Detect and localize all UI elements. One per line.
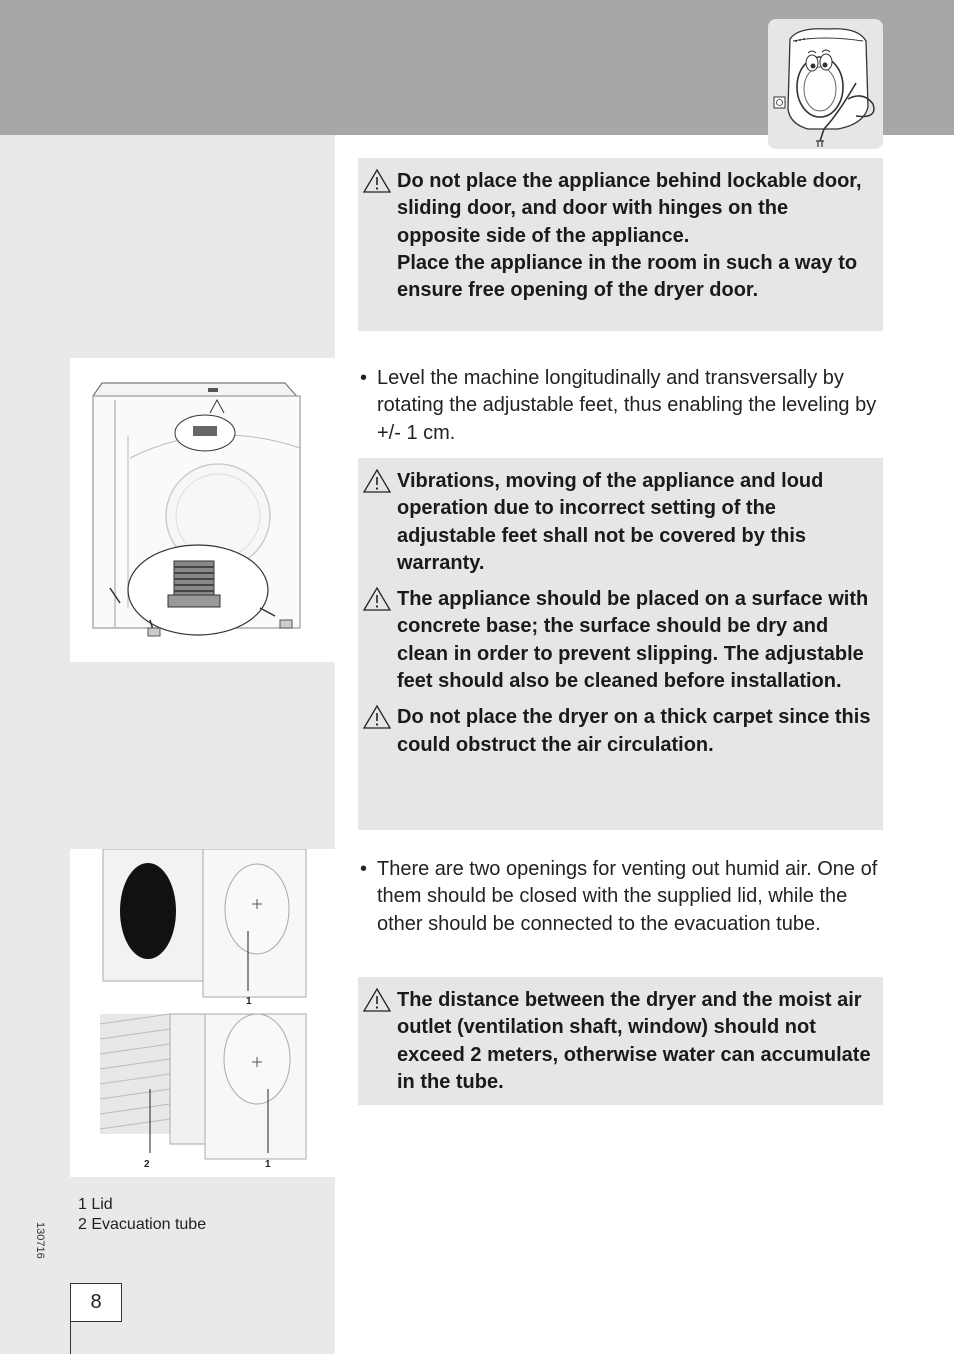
bullet-vent-openings [358,856,883,938]
vent-openings-illustration [70,849,335,1177]
warning-box-door [358,158,883,331]
warning-door-line2: Place the appliance in the room in such a way to ensure free opening of the dryer door. [397,251,858,302]
warning-door [362,168,871,304]
bullet-vent-text: There are two openings for venting out humid air. One of them should be closed with the supplied lid, while the other should be connected to the evacuation tube. [377,858,878,935]
warning-box-distance [358,977,883,1105]
warning-triangle-icon [362,704,392,730]
warning-triangle-icon [362,586,392,612]
page-number-rule [70,1320,71,1354]
warning-carpet-text: Do not place the dryer on a thick carpet since this could obstruct the air circulation. [397,706,871,756]
warning-surface [362,586,871,695]
legend-item-evacuation-tube: 2 Evacuation tube [78,1216,207,1233]
bullet-level-text: Level the machine longitudinally and transversally by rotating the adjustable feet, thus enabling the leveling by +/- 1 cm. [377,367,877,444]
warning-surface-text: The appliance should be placed on a surface with concrete base; the surface should be dry and clean in order to prevent slipping. The adjustable feet should also be cleaned before installation. [397,588,869,693]
bullet-dot: • [360,367,368,389]
warning-distance [362,987,871,1096]
warning-triangle-icon [362,168,392,194]
document-code: 130716 [34,1222,46,1259]
warning-box-installation [358,458,883,830]
callout-2: 2 [144,1159,150,1170]
figure-legend [78,1195,206,1235]
adjustable-feet-illustration [70,358,335,662]
warning-vibration-text: Vibrations, moving of the appliance and loud operation due to incorrect setting of the adjustable feet shall not be covered by this warranty. [397,470,824,574]
callout-1-upper: 1 [246,996,252,1007]
page-number: 8 [70,1283,122,1322]
dryer-mascot-icon [768,19,883,149]
warning-vibration [362,468,871,577]
legend-item-lid: 1 Lid [78,1196,113,1213]
callout-1-lower: 1 [265,1159,271,1170]
warning-door-line1: Do not place the appliance behind lockable door, sliding door, and door with hinges on the opposite side of the appliance. [397,170,862,247]
warning-carpet [362,704,871,759]
warning-triangle-icon [362,468,392,494]
warning-distance-text: The distance between the dryer and the moist air outlet (ventilation shaft, window) should not exceed 2 meters, otherwise water can accumulate in the tube. [397,989,871,1093]
bullet-level-machine [358,365,883,447]
bullet-dot: • [360,858,368,880]
warning-triangle-icon [362,987,392,1013]
